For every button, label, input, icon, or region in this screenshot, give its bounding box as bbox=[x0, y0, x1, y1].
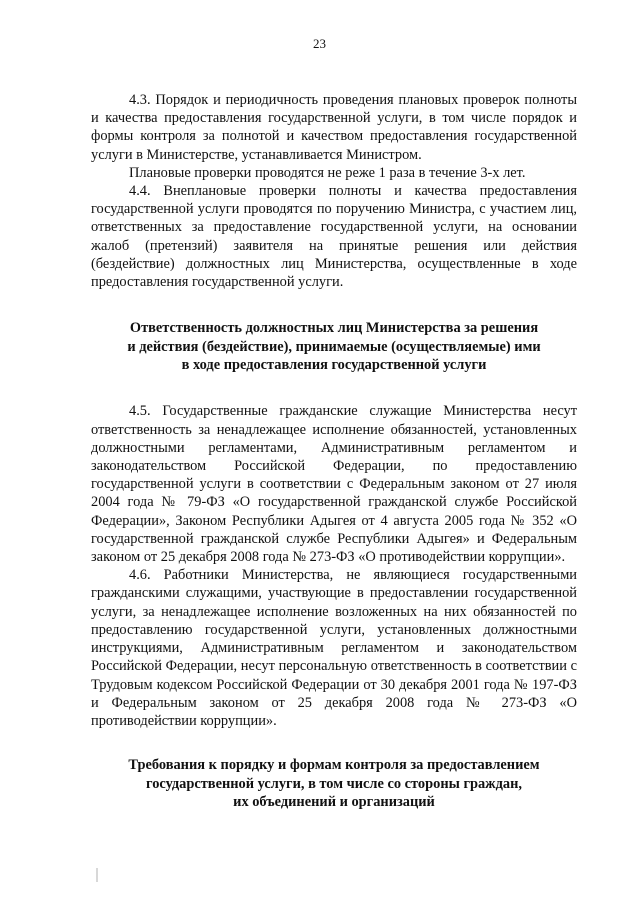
paragraph-4-5: 4.5. Государственные гражданские служащие Министерства несут ответственность за ненадлежащее исполнение обязанностей, установленных должностными регламентами, Административным регламентом и законодательством Российской Федерации, по предоставлению государственной услуги в соответствии с Федеральным законом от 27 июля 2004 года № 79-ФЗ «О государственной гражданской службе Российской Федерации», Законом Республики Адыгея от 4 августа 2005 года № 352 «О государственной гражданской службе Республики Адыгея» и Федеральным законом от 25 декабря 2008 года № 273-ФЗ «О противодействии коррупции». bbox=[91, 403, 577, 566]
scan-artifact bbox=[96, 868, 98, 882]
heading-line: в ходе предоставления государственной услуги bbox=[181, 357, 487, 374]
paragraph-4-4: 4.4. Внеплановые проверки полноты и качества предоставления государственной услуги проводятся по поручению Министра, с участием лиц, ответственных за предоставление государственной услуги, на основании жалоб (претензий) заявителя на принятые решения или действия (бездействие) должностных лиц Министерства, осуществленные в ходе предоставления государственной услуги. bbox=[91, 183, 577, 291]
paragraph-planned-checks: Плановые проверки проводятся не реже 1 раза в течение 3-х лет. bbox=[129, 164, 526, 181]
heading-line: Требования к порядку и формам контроля за предоставлением bbox=[128, 757, 540, 774]
heading-line: Ответственность должностных лиц Министерства за решения bbox=[129, 320, 539, 337]
section-heading-control-requirements bbox=[91, 756, 577, 811]
document-body bbox=[91, 91, 577, 811]
page-number: 23 bbox=[313, 36, 326, 51]
heading-line: государственной услуги, в том числе со стороны граждан, bbox=[146, 775, 522, 792]
paragraph-4-6: 4.6. Работники Министерства, не являющиеся государственными гражданскими служащими, участвующие в предоставлении государственной услуги, за ненадлежащее исполнение возложенных на них обязанностей по предоставлению государственной услуги, установленных должностными инструкциями, Административным регламентом и законодательством Российской Федерации, несут персональную ответственность в соответствии с Трудовым кодексом Российской Федерации от 30 декабря 2001 года № 197-ФЗ и Федеральным законом от 25 декабря 2008 года № 273-ФЗ «О противодействии коррупции». bbox=[91, 567, 577, 729]
heading-line: их объединений и организаций bbox=[233, 793, 435, 810]
section-heading-responsibility bbox=[91, 319, 577, 374]
paragraph-4-3: 4.3. Порядок и периодичность проведения плановых проверок полноты и качества предоставления государственной услуги, в том числе порядок и формы контроля за полнотой и качеством предоставления государственной услуги в Министерстве, устанавливается Министром. bbox=[91, 92, 577, 163]
heading-line: и действия (бездействие), принимаемые (осуществляемые) ими bbox=[127, 338, 541, 355]
